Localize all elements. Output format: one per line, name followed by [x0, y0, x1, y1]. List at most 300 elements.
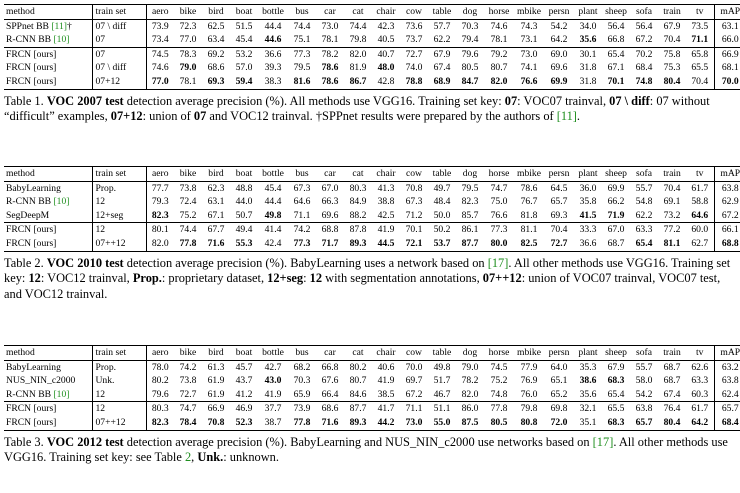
ap-value-cell: 55.7 — [635, 182, 653, 194]
ap-value-cell: 78.0 — [151, 361, 169, 373]
ap-value-cell: 42.5 — [377, 209, 395, 221]
ap-value-cell: 81.8 — [520, 209, 538, 221]
ap-value-cell: 38.6 — [579, 375, 597, 387]
column-header: bottle — [258, 167, 288, 182]
ap-value-cell: 86.7 — [344, 75, 372, 89]
ap-value-cell: 79.3 — [151, 196, 169, 208]
ap-value-cell: 79.6 — [456, 47, 484, 61]
column-header: chair — [372, 346, 400, 361]
ap-value-cell: 71.6 — [316, 416, 344, 430]
ap-value-cell: 75.3 — [663, 62, 681, 74]
train-set-cell: Prop. — [92, 360, 146, 374]
column-header: cat — [344, 346, 372, 361]
ap-value-cell: 74.1 — [520, 62, 538, 74]
ap-value-cell: 63.8 — [630, 402, 658, 416]
ap-value-cell: 50.2 — [428, 223, 456, 237]
table-row — [4, 33, 740, 47]
ap-value-cell: 70.3 — [461, 20, 479, 32]
ap-value-cell: 74.4 — [174, 223, 202, 237]
ap-value-cell: 68.8 — [316, 223, 344, 237]
ap-value-cell: 72.0 — [544, 416, 574, 430]
ap-value-cell: 82.0 — [146, 237, 174, 251]
ap-value-cell: 70.4 — [663, 34, 681, 46]
ap-value-cell: 69.8 — [544, 402, 574, 416]
ap-value-cell: 75.8 — [658, 47, 686, 61]
table-row — [4, 47, 740, 61]
ap-value-cell: 78.6 — [520, 182, 538, 194]
ap-value-cell: 72.7 — [179, 388, 197, 400]
ap-value-cell: 70.8 — [405, 182, 423, 194]
method-cell: R-CNN BB [10] — [6, 34, 70, 46]
column-header: table — [428, 346, 456, 361]
column-header: tv — [686, 346, 714, 361]
ap-value-cell: 74.3 — [520, 20, 538, 32]
column-header: train — [658, 5, 686, 20]
ap-value-cell: 66.8 — [607, 34, 625, 46]
column-header: persn — [544, 5, 574, 20]
ap-value-cell: 51.5 — [235, 20, 253, 32]
column-header: train set — [92, 5, 146, 20]
ap-value-cell: 68.7 — [663, 375, 681, 387]
ap-value-cell: 41.2 — [235, 388, 253, 400]
table-row — [4, 223, 740, 237]
ap-value-cell: 70.3 — [293, 375, 311, 387]
ap-value-cell: 68.4 — [635, 62, 653, 74]
ap-value-cell: 74.8 — [490, 388, 508, 400]
train-set-cell: 07+12 — [92, 75, 146, 89]
ap-value-cell: 38.5 — [377, 388, 395, 400]
ap-value-cell: 65.5 — [691, 62, 709, 74]
ap-value-cell: 50.0 — [433, 209, 451, 221]
ap-value-cell: 73.2 — [663, 209, 681, 221]
column-header: boat — [230, 346, 258, 361]
ap-value-cell: 73.8 — [179, 182, 197, 194]
table-row — [4, 75, 740, 89]
ap-value-cell: 44.4 — [264, 196, 282, 208]
ap-value-cell: 67.1 — [207, 209, 225, 221]
ap-value-cell: 87.8 — [344, 223, 372, 237]
column-header: dog — [456, 167, 484, 182]
ap-value-cell: 69.6 — [321, 209, 339, 221]
ap-value-cell: 70.1 — [602, 75, 630, 89]
ap-value-cell: 81.6 — [288, 75, 316, 89]
ap-value-cell: 51.1 — [428, 402, 456, 416]
ap-value-cell: 66.8 — [321, 361, 339, 373]
ap-value-cell: 67.7 — [202, 223, 230, 237]
ap-value-cell: 78.2 — [316, 47, 344, 61]
column-header: bird — [202, 167, 230, 182]
ap-value-cell: 74.2 — [288, 223, 316, 237]
ap-value-cell: 86.0 — [456, 402, 484, 416]
ap-value-cell: 61.7 — [686, 402, 714, 416]
ap-value-cell: 74.6 — [490, 20, 508, 32]
ap-value-cell: 66.2 — [607, 196, 625, 208]
ap-value-cell: 76.6 — [490, 209, 508, 221]
ap-value-cell: 65.4 — [630, 237, 658, 251]
ap-value-cell: 72.1 — [400, 237, 428, 251]
ap-value-cell: 79.0 — [461, 361, 479, 373]
ap-value-cell: 78.3 — [174, 47, 202, 61]
ap-value-cell: 77.9 — [520, 361, 538, 373]
ap-value-cell: 70.2 — [630, 47, 658, 61]
column-header: dog — [456, 346, 484, 361]
ap-value-cell: 60.3 — [691, 388, 709, 400]
ap-value-cell: 78.1 — [174, 75, 202, 89]
ap-value-cell: 42.3 — [377, 20, 395, 32]
ap-value-cell: 76.9 — [520, 375, 538, 387]
ap-value-cell: 79.6 — [151, 388, 169, 400]
ap-value-cell: 66.3 — [321, 196, 339, 208]
column-header: bird — [202, 5, 230, 20]
ap-value-cell: 31.8 — [574, 75, 602, 89]
train-set-cell: Unk. — [92, 374, 146, 388]
ap-value-cell: 73.7 — [405, 34, 423, 46]
ap-value-cell: 33.3 — [574, 223, 602, 237]
column-header: sheep — [602, 5, 630, 20]
ap-value-cell: 49.8 — [433, 361, 451, 373]
ap-value-cell: 82.3 — [461, 196, 479, 208]
ap-value-cell: 62.6 — [691, 361, 709, 373]
train-set-cell: 12 — [92, 402, 146, 416]
ap-value-cell: 66.9 — [714, 47, 740, 61]
ap-value-cell: 79.5 — [461, 182, 479, 194]
column-header: sofa — [630, 346, 658, 361]
ap-value-cell: 41.3 — [377, 182, 395, 194]
ap-value-cell: 68.6 — [316, 402, 344, 416]
table3 — [4, 345, 740, 431]
ap-value-cell: 73.4 — [151, 34, 169, 46]
header-row — [4, 5, 740, 20]
ap-value-cell: 41.9 — [264, 388, 282, 400]
ap-value-cell: 80.5 — [484, 416, 514, 430]
ap-value-cell: 66.4 — [321, 388, 339, 400]
ap-value-cell: 79.4 — [461, 34, 479, 46]
column-header: mbike — [514, 346, 544, 361]
ap-value-cell: 35.6 — [579, 388, 597, 400]
ap-value-cell: 74.2 — [179, 361, 197, 373]
ap-value-cell: 45.4 — [235, 34, 253, 46]
table2-block — [4, 166, 740, 303]
header-row — [4, 167, 740, 182]
ap-value-cell: 44.0 — [235, 196, 253, 208]
ap-value-cell: 65.1 — [550, 375, 568, 387]
table2-caption: Table 2. VOC 2010 test detection average precision (%). BabyLearning uses a network based on [17]. All other methods use VGG16. Training set key: 12: VOC12 trainval, Prop.: proprietary dataset, 12+seg: 12 with segmentation annotations, 07++12: union of VOC07 trainval, VOC07 test, and VOC12 trainval. — [4, 255, 731, 302]
ap-value-cell: 58.0 — [635, 375, 653, 387]
ap-value-cell: 63.3 — [691, 375, 709, 387]
table2 — [4, 166, 740, 252]
column-header: bike — [174, 5, 202, 20]
column-header: horse — [484, 5, 514, 20]
train-set-cell: 12 — [92, 195, 146, 209]
table-ref-link[interactable]: 2 — [184, 450, 192, 465]
ap-value-cell: 80.8 — [514, 416, 544, 430]
ap-value-cell: 66.1 — [714, 223, 740, 237]
method-cell: R-CNN BB [10] — [6, 388, 70, 400]
ap-value-cell: 68.7 — [602, 237, 630, 251]
ap-value-cell: 73.9 — [288, 402, 316, 416]
table1-caption: Table 1. VOC 2007 test detection average precision (%). All methods use VGG16. Training set key: 07: VOC07 trainval, 07 \ diff: 07 without “difficult” examples, 07+12: union of 07 and VOC12 trainval. †SPPnet results were prepared by the authors of [11]. — [4, 93, 710, 124]
ap-value-cell: 65.9 — [293, 388, 311, 400]
ap-value-cell: 77.0 — [146, 75, 174, 89]
column-header: sofa — [630, 5, 658, 20]
ap-value-cell: 51.7 — [433, 375, 451, 387]
column-header: horse — [484, 167, 514, 182]
ap-value-cell: 78.1 — [490, 34, 508, 46]
ap-value-cell: 42.4 — [258, 237, 288, 251]
ap-value-cell: 68.4 — [714, 416, 740, 430]
ap-value-cell: 70.0 — [714, 75, 740, 89]
ap-value-cell: 80.3 — [146, 402, 174, 416]
ap-value-cell: 73.0 — [400, 416, 428, 430]
ap-value-cell: 61.7 — [691, 182, 709, 194]
ap-value-cell: 37.7 — [258, 402, 288, 416]
column-header: plant — [574, 167, 602, 182]
table-row — [4, 360, 740, 374]
table-row — [4, 61, 740, 75]
column-header: train — [658, 346, 686, 361]
citation-link[interactable]: [10] — [53, 196, 70, 208]
column-header: train — [658, 167, 686, 182]
column-header: bike — [174, 167, 202, 182]
table-row — [4, 209, 740, 223]
train-set-cell: 07++12 — [92, 237, 146, 251]
ap-value-cell: 32.1 — [574, 402, 602, 416]
ap-value-cell: 40.7 — [372, 47, 400, 61]
train-set-cell: 07 \ diff — [92, 61, 146, 75]
column-header: cow — [400, 167, 428, 182]
header-row — [4, 346, 740, 361]
column-header: persn — [544, 167, 574, 182]
ap-value-cell: 62.3 — [207, 182, 225, 194]
column-header: bus — [288, 5, 316, 20]
column-header: table — [428, 167, 456, 182]
ap-value-cell: 61.9 — [207, 388, 225, 400]
train-set-cell: 07++12 — [92, 416, 146, 430]
ap-value-cell: 59.4 — [230, 75, 258, 89]
ap-value-cell: 43.0 — [264, 375, 282, 387]
column-header: boat — [230, 5, 258, 20]
ap-value-cell: 75.0 — [490, 196, 508, 208]
column-header: cat — [344, 5, 372, 20]
ap-value-cell: 63.8 — [714, 181, 740, 195]
ap-value-cell: 44.6 — [264, 34, 282, 46]
ap-value-cell: 76.7 — [520, 196, 538, 208]
column-header: mAP — [714, 5, 740, 20]
column-header: aero — [146, 5, 174, 20]
ap-value-cell: 67.3 — [293, 182, 311, 194]
ap-value-cell: 72.3 — [179, 20, 197, 32]
ap-value-cell: 80.5 — [461, 62, 479, 74]
ap-value-cell: 53.7 — [428, 237, 456, 251]
ap-value-cell: 63.8 — [714, 374, 740, 388]
column-header: tv — [686, 167, 714, 182]
ap-value-cell: 79.8 — [514, 402, 544, 416]
ap-value-cell: 44.4 — [264, 20, 282, 32]
ap-value-cell: 35.3 — [579, 361, 597, 373]
ap-value-cell: 56.4 — [607, 20, 625, 32]
ap-value-cell: 35.6 — [579, 34, 597, 46]
ap-value-cell: 74.4 — [349, 20, 367, 32]
ap-value-cell: 62.2 — [433, 34, 451, 46]
column-header: plant — [574, 5, 602, 20]
ap-value-cell: 77.8 — [484, 402, 514, 416]
citation-link[interactable]: [10] — [53, 388, 70, 400]
ap-value-cell: 43.7 — [235, 375, 253, 387]
ap-value-cell: 77.8 — [288, 416, 316, 430]
column-header: car — [316, 5, 344, 20]
ap-value-cell: 46.9 — [230, 402, 258, 416]
ap-value-cell: 49.8 — [264, 209, 282, 221]
ap-value-cell: 44.2 — [372, 416, 400, 430]
ap-value-cell: 65.8 — [686, 47, 714, 61]
ap-value-cell: 70.1 — [400, 223, 428, 237]
ap-value-cell: 69.2 — [202, 47, 230, 61]
column-header: mbike — [514, 5, 544, 20]
ap-value-cell: 82.3 — [151, 209, 169, 221]
train-set-cell: 12 — [92, 223, 146, 237]
ap-value-cell: 71.6 — [202, 237, 230, 251]
ap-value-cell: 65.5 — [602, 402, 630, 416]
ap-value-cell: 77.3 — [288, 47, 316, 61]
ap-value-cell: 74.0 — [405, 62, 423, 74]
ap-value-cell: 68.2 — [293, 361, 311, 373]
column-header: sheep — [602, 346, 630, 361]
column-header: bus — [288, 346, 316, 361]
train-set-cell: Prop. — [92, 181, 146, 195]
column-header: mAP — [714, 346, 740, 361]
ap-value-cell: 66.0 — [714, 33, 740, 47]
ap-value-cell: 73.5 — [691, 20, 709, 32]
ap-value-cell: 73.0 — [321, 20, 339, 32]
column-header: cow — [400, 5, 428, 20]
column-header: dog — [456, 5, 484, 20]
ap-value-cell: 71.9 — [607, 209, 625, 221]
ap-value-cell: 30.1 — [574, 47, 602, 61]
ap-value-cell: 46.7 — [433, 388, 451, 400]
ap-value-cell: 49.4 — [230, 223, 258, 237]
ap-value-cell: 66.9 — [202, 402, 230, 416]
column-header: aero — [146, 167, 174, 182]
ap-value-cell: 69.7 — [405, 375, 423, 387]
ap-value-cell: 70.4 — [544, 223, 574, 237]
ap-value-cell: 67.6 — [321, 375, 339, 387]
citation-link[interactable]: [17] — [487, 255, 509, 270]
ap-value-cell: 64.6 — [293, 196, 311, 208]
ap-value-cell: 79.0 — [179, 62, 197, 74]
ap-value-cell: 82.3 — [146, 416, 174, 430]
ap-value-cell: 88.2 — [349, 209, 367, 221]
train-set-cell: 07 \ diff — [92, 19, 146, 33]
citation-link[interactable]: [10] — [53, 34, 70, 46]
ap-value-cell: 78.6 — [321, 62, 339, 74]
ap-value-cell: 77.3 — [288, 237, 316, 251]
method-cell: FRCN [ours] — [4, 47, 92, 61]
citation-link[interactable]: [11] — [51, 20, 67, 32]
ap-value-cell: 75.2 — [490, 375, 508, 387]
ap-value-cell: 67.2 — [714, 209, 740, 223]
ap-value-cell: 68.1 — [714, 61, 740, 75]
ap-value-cell: 74.6 — [151, 62, 169, 74]
citation-link[interactable]: [17] — [592, 434, 614, 449]
ap-value-cell: 67.9 — [428, 47, 456, 61]
ap-value-cell: 78.2 — [461, 375, 479, 387]
ap-value-cell: 79.8 — [349, 34, 367, 46]
ap-value-cell: 62.4 — [714, 388, 740, 402]
ap-value-cell: 36.6 — [258, 47, 288, 61]
ap-value-cell: 82.0 — [344, 47, 372, 61]
ap-value-cell: 41.7 — [372, 402, 400, 416]
ap-value-cell: 78.1 — [321, 34, 339, 46]
column-header: bird — [202, 346, 230, 361]
ap-value-cell: 80.2 — [151, 375, 169, 387]
ap-value-cell: 49.7 — [433, 182, 451, 194]
ap-value-cell: 56.4 — [635, 20, 653, 32]
ap-value-cell: 38.3 — [258, 75, 288, 89]
column-header: plant — [574, 346, 602, 361]
ap-value-cell: 80.4 — [658, 416, 686, 430]
ap-value-cell: 65.7 — [630, 416, 658, 430]
method-cell: FRCN [ours] — [6, 62, 57, 74]
column-header: train set — [92, 167, 146, 182]
ap-value-cell: 61.3 — [207, 361, 225, 373]
ap-value-cell: 41.9 — [372, 223, 400, 237]
ap-value-cell: 41.5 — [579, 209, 597, 221]
ap-value-cell: 68.3 — [602, 416, 630, 430]
ap-value-cell: 54.8 — [635, 196, 653, 208]
ap-value-cell: 74.7 — [490, 182, 508, 194]
ap-value-cell: 64.2 — [686, 416, 714, 430]
ap-value-cell: 70.4 — [686, 75, 714, 89]
ap-value-cell: 84.9 — [349, 196, 367, 208]
method-cell: FRCN [ours] — [4, 402, 92, 416]
ap-value-cell: 69.3 — [202, 75, 230, 89]
ap-value-cell: 64.6 — [691, 209, 709, 221]
ap-value-cell: 62.5 — [207, 20, 225, 32]
ap-value-cell: 70.0 — [405, 361, 423, 373]
ap-value-cell: 67.9 — [607, 361, 625, 373]
ap-value-cell: 63.2 — [714, 360, 740, 374]
column-header: chair — [372, 167, 400, 182]
table-row — [4, 181, 740, 195]
column-header: method — [4, 167, 92, 182]
ap-value-cell: 73.0 — [514, 47, 544, 61]
train-set-cell: 07 — [92, 33, 146, 47]
ap-value-cell: 64.0 — [550, 361, 568, 373]
ap-value-cell: 72.7 — [544, 237, 574, 251]
ap-value-cell: 72.7 — [400, 47, 428, 61]
ap-value-cell: 31.8 — [579, 62, 597, 74]
ap-value-cell: 67.0 — [321, 182, 339, 194]
ap-value-cell: 77.2 — [658, 223, 686, 237]
column-header: sofa — [630, 167, 658, 182]
ap-value-cell: 70.8 — [202, 416, 230, 430]
ap-value-cell: 35.1 — [574, 416, 602, 430]
table1 — [4, 4, 740, 90]
ap-value-cell: 75.1 — [293, 34, 311, 46]
column-header: car — [316, 346, 344, 361]
ap-value-cell: 34.0 — [579, 20, 597, 32]
ap-value-cell: 85.7 — [461, 209, 479, 221]
citation-link[interactable]: [11] — [556, 109, 577, 124]
ap-value-cell: 41.9 — [377, 375, 395, 387]
ap-value-cell: 69.3 — [550, 209, 568, 221]
ap-value-cell: 68.7 — [663, 361, 681, 373]
ap-value-cell: 81.1 — [514, 223, 544, 237]
ap-value-cell: 80.4 — [658, 75, 686, 89]
table-row — [4, 388, 740, 402]
column-header: persn — [544, 346, 574, 361]
ap-value-cell: 84.6 — [349, 388, 367, 400]
